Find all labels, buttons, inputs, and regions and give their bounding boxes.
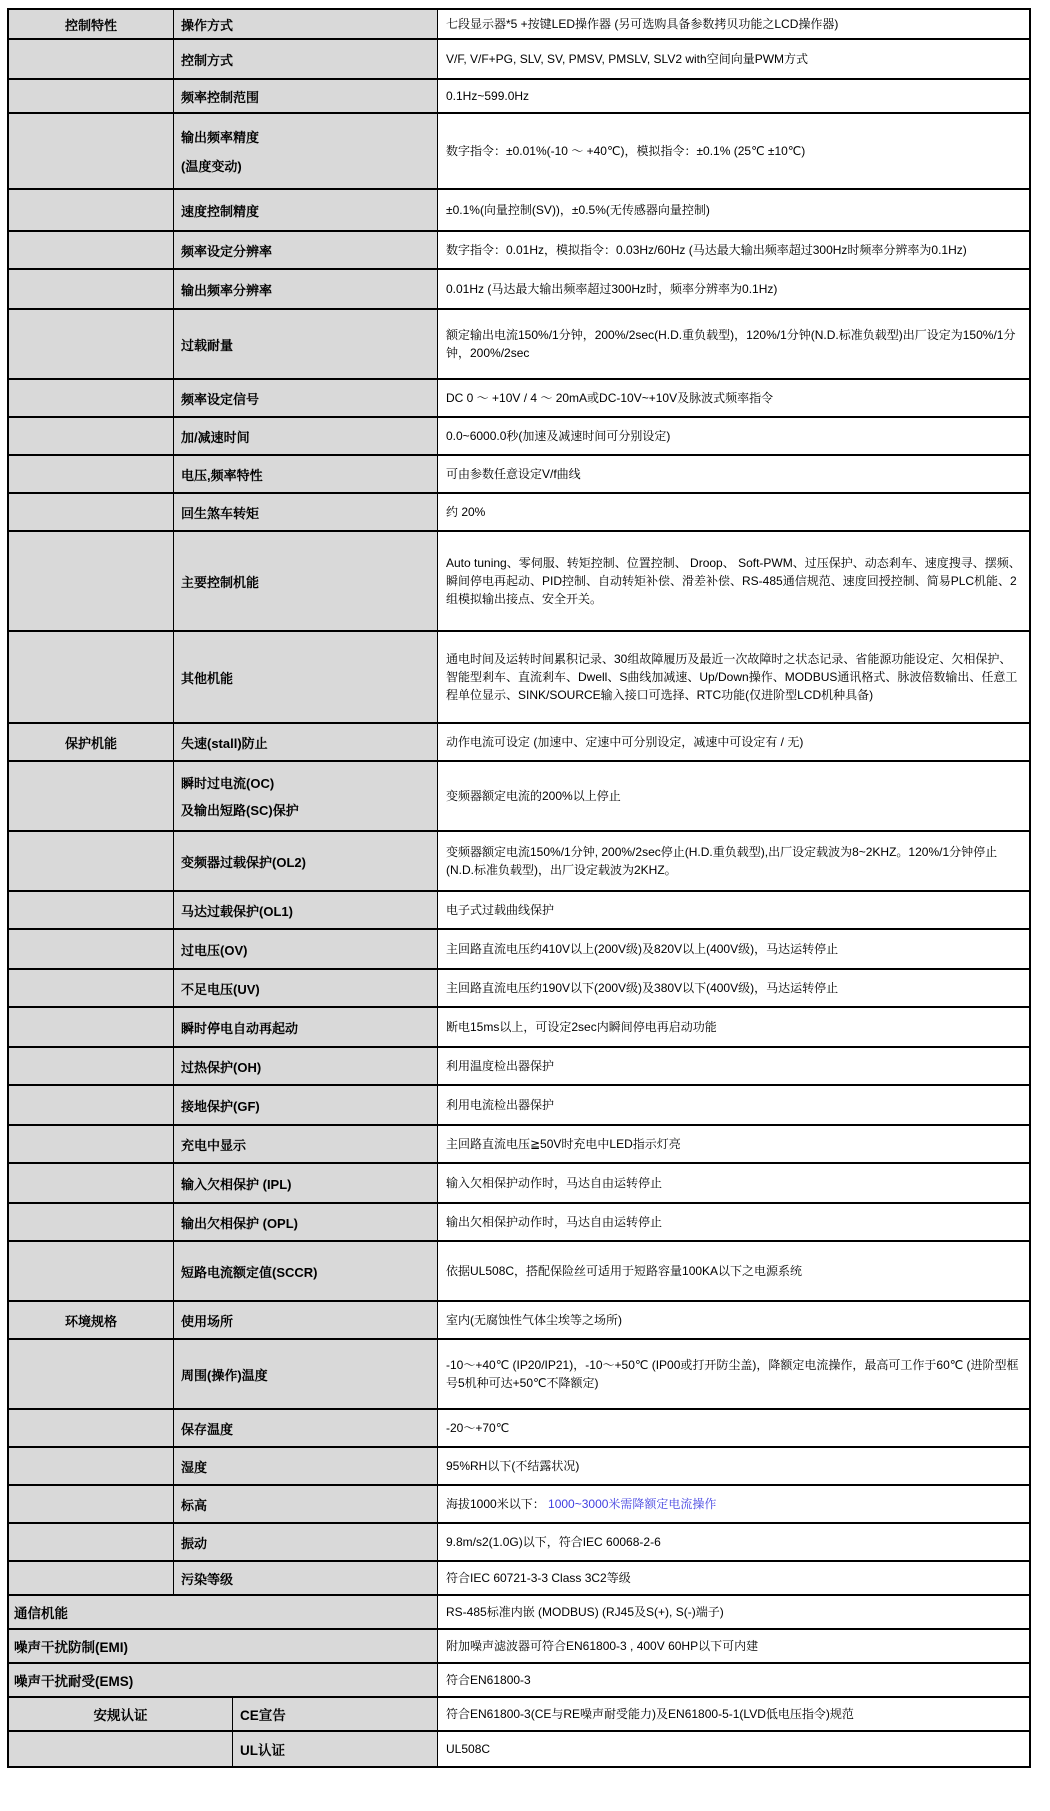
spec-value	[438, 190, 1029, 230]
spec-value	[438, 930, 1029, 968]
table-row	[9, 532, 1029, 632]
item-label-line: 马达过载保护(OL1)	[181, 903, 293, 919]
table-row	[9, 1242, 1029, 1302]
spec-value	[438, 232, 1029, 268]
table-row	[9, 40, 1029, 80]
table-row	[9, 1448, 1029, 1486]
spec-value	[438, 114, 1029, 188]
item-label	[174, 1086, 438, 1124]
spec-value-text: 室内(无腐蚀性气体尘埃等之场所)	[446, 1313, 622, 1327]
table-row	[9, 1126, 1029, 1164]
spec-value-text: 七段显示器*5 +按键LED操作器 (另可选购具备参数拷贝功能之LCD操作器)	[446, 17, 839, 31]
table-row	[9, 1204, 1029, 1242]
spec-value-text: 主回路直流电压约410V以上(200V级)及820V以上(400V级)，马达运转停止	[446, 942, 839, 956]
item-label-line: 速度控制精度	[181, 203, 260, 219]
spec-value	[438, 1562, 1029, 1594]
item-label-line: 频率控制范围	[181, 89, 260, 105]
category-cell	[9, 632, 174, 722]
item-label	[174, 762, 438, 830]
item-label	[174, 10, 438, 38]
table-row	[9, 930, 1029, 970]
table-row	[9, 1698, 1029, 1732]
item-label-line: 使用场所	[181, 1313, 234, 1329]
spec-value	[438, 270, 1029, 308]
category-cell	[9, 114, 174, 188]
item-label-line: 接地保护(GF)	[181, 1098, 260, 1114]
category-cell	[9, 418, 174, 454]
spec-value-text: 95%RH以下(不结露状况)	[446, 1459, 580, 1473]
table-row	[9, 1486, 1029, 1524]
category-cell	[9, 892, 174, 928]
item-label-line: 其他机能	[181, 670, 234, 686]
spec-value-text: 动作电流可设定 (加速中、定速中可分别设定，减速中可设定有 / 无)	[446, 735, 804, 749]
table-row	[9, 970, 1029, 1008]
item-label-line: 输出欠相保护 (OPL)	[181, 1215, 298, 1231]
spec-value-text: 依据UL508C，搭配保险丝可适用于短路容量100KA以下之电源系统	[446, 1264, 803, 1278]
table-row	[9, 80, 1029, 114]
spec-value-text: RS-485标准内嵌 (MODBUS) (RJ45及S(+), S(-)端子)	[446, 1605, 724, 1619]
spec-value	[438, 762, 1029, 830]
spec-value-text: 符合EN61800-3(CE与RE噪声耐受能力)及EN61800-5-1(LVD低电压指令)规范	[446, 1707, 854, 1721]
item-label-line: 输出频率精度	[181, 130, 260, 145]
spec-value-text: 数字指令：0.01Hz，模拟指令：0.03Hz/60Hz (马达最大输出频率超过300Hz时频率分辨率为0.1Hz)	[446, 243, 967, 257]
spec-table	[7, 8, 1031, 1768]
item-label-line: 变频器过载保护(OL2)	[181, 854, 306, 870]
item-label-line: 操作方式	[181, 17, 234, 33]
table-row	[9, 1664, 1029, 1698]
item-label	[174, 1486, 438, 1522]
spec-value-text: 附加噪声滤波器可符合EN61800-3 , 400V 60HP以下可内建	[446, 1639, 759, 1653]
table-row	[9, 892, 1029, 930]
item-label-line: 回生煞车转矩	[181, 505, 260, 521]
spec-value	[438, 1596, 1029, 1628]
spec-value-text: Auto tuning、零伺服、转矩控制、位置控制、 Droop、 Soft-PWM、过压保护、动态剎车、速度搜寻、摆频、瞬间停电再起动、PID控制、自动转矩补偿、滑差补偿、RS-485通信规范、速度回授控制、简易PLC机能、2组模拟输出接点、安全开关。	[446, 556, 1021, 606]
item-label-line: 短路电流额定值(SCCR)	[181, 1264, 318, 1280]
item-label	[174, 1008, 438, 1046]
table-row	[9, 310, 1029, 380]
spec-value-text: 主回路直流电压≧50V时充电中LED指示灯亮	[446, 1137, 681, 1151]
category-cell	[9, 80, 174, 112]
category-cell	[9, 1410, 174, 1446]
spec-value-text: 输入欠相保护动作时，马达自由运转停止	[446, 1176, 663, 1190]
table-row	[9, 270, 1029, 310]
category-cell	[9, 1008, 174, 1046]
spec-value-text: 数字指令：±0.01%(-10 ～ +40℃)，模拟指令：±0.1% (25℃ ±10℃)	[446, 144, 806, 158]
category-cell: 控制特性	[9, 10, 174, 38]
section-label: 噪声干扰耐受(EMS)	[9, 1664, 438, 1696]
spec-value-text: 0.1Hz~599.0Hz	[446, 89, 530, 103]
item-label	[174, 1164, 438, 1202]
spec-value	[438, 1242, 1029, 1300]
category-cell	[9, 1486, 174, 1522]
item-label-line: 瞬时过电流(OC)	[181, 776, 275, 791]
item-label	[174, 1410, 438, 1446]
spec-value	[438, 1164, 1029, 1202]
table-row	[9, 1302, 1029, 1340]
category-cell	[9, 1204, 174, 1240]
spec-value	[438, 1524, 1029, 1560]
category-cell: 环境规格	[9, 1302, 174, 1338]
spec-value-text: 额定输出电流150%/1分钟，200%/2sec(H.D.重负载型)，120%/1分钟(N.D.标准负载型)出厂设定为150%/1分钟，200%/2sec	[446, 328, 1016, 360]
spec-value-text: -20～+70℃	[446, 1421, 510, 1435]
category-cell	[9, 1340, 174, 1408]
spec-value-text: DC 0 ～ +10V / 4 ～ 20mA或DC-10V~+10V及脉波式频率指令	[446, 391, 774, 405]
spec-value-text: 利用温度检出器保护	[446, 1059, 555, 1073]
spec-value-text: 断电15ms以上，可设定2sec内瞬间停电再启动功能	[446, 1020, 717, 1034]
spec-value	[438, 10, 1029, 38]
spec-value	[438, 1086, 1029, 1124]
category-cell	[9, 930, 174, 968]
item-label-line: 充电中显示	[181, 1137, 247, 1153]
table-row	[9, 114, 1029, 190]
item-label	[174, 310, 438, 378]
item-label	[233, 1698, 438, 1730]
category-cell	[9, 1164, 174, 1202]
item-label-line: 保存温度	[181, 1421, 234, 1437]
item-label	[174, 418, 438, 454]
spec-value	[438, 494, 1029, 530]
table-row	[9, 724, 1029, 762]
spec-value	[438, 1410, 1029, 1446]
table-row	[9, 832, 1029, 892]
category-cell	[9, 310, 174, 378]
category-cell	[9, 190, 174, 230]
spec-value	[438, 1698, 1029, 1730]
category-cell	[9, 1732, 233, 1766]
item-label-line: 过电压(OV)	[181, 942, 248, 958]
item-label	[174, 724, 438, 760]
spec-value	[438, 456, 1029, 492]
item-label	[174, 1524, 438, 1560]
item-label-line: 输出频率分辨率	[181, 282, 273, 298]
item-label	[174, 1302, 438, 1338]
spec-value-text: 输出欠相保护动作时，马达自由运转停止	[446, 1215, 663, 1229]
spec-value-text: 利用电流检出器保护	[446, 1098, 555, 1112]
spec-value	[438, 1302, 1029, 1338]
item-label	[174, 1340, 438, 1408]
spec-value-text: 符合IEC 60721-3-3 Class 3C2等级	[446, 1571, 631, 1585]
item-label	[174, 930, 438, 968]
category-cell	[9, 970, 174, 1006]
item-label	[174, 232, 438, 268]
item-label-line: UL认证	[240, 1743, 285, 1758]
item-label	[174, 40, 438, 78]
spec-value-text: 变频器额定电流的200%以上停止	[446, 789, 621, 803]
section-label: 通信机能	[9, 1596, 438, 1628]
category-cell	[9, 494, 174, 530]
spec-value	[438, 1008, 1029, 1046]
table-row	[9, 494, 1029, 532]
item-label	[174, 1242, 438, 1300]
category-cell	[9, 1242, 174, 1300]
spec-value-text: 变频器额定电流150%/1分钟, 200%/2sec停止(H.D.重负载型),出厂设定载波为8~2KHZ。120%/1分钟停止(N.D.标准负载型)，出厂设定载波为2KHZ。	[446, 845, 998, 877]
spec-value	[438, 832, 1029, 890]
table-row	[9, 1410, 1029, 1448]
spec-value	[438, 380, 1029, 416]
spec-value	[438, 1340, 1029, 1408]
category-cell	[9, 380, 174, 416]
item-label	[233, 1732, 438, 1766]
table-row	[9, 1340, 1029, 1410]
spec-value	[438, 40, 1029, 78]
item-label	[174, 1562, 438, 1594]
item-label-line: 不足电压(UV)	[181, 981, 260, 997]
category-cell	[9, 232, 174, 268]
spec-value-text: 海拔1000米以下： 1000~3000米需降额定电流操作	[446, 1497, 717, 1511]
item-label	[174, 494, 438, 530]
spec-value-text: UL508C	[446, 1742, 491, 1756]
item-label-line: 主要控制机能	[181, 574, 260, 590]
spec-value-text: ±0.1%(向量控制(SV))，±0.5%(无传感器向量控制)	[446, 203, 710, 217]
item-label	[174, 970, 438, 1006]
item-label-line: 振动	[181, 1535, 208, 1551]
spec-value	[438, 80, 1029, 112]
spec-value	[438, 970, 1029, 1006]
table-row	[9, 1524, 1029, 1562]
category-cell	[9, 1126, 174, 1162]
spec-value	[438, 1664, 1029, 1696]
spec-value-text: 主回路直流电压约190V以下(200V级)及380V以下(400V级)，马达运转停止	[446, 981, 839, 995]
item-label	[174, 114, 438, 188]
item-label-line: 湿度	[181, 1459, 208, 1475]
item-label	[174, 380, 438, 416]
table-row	[9, 632, 1029, 724]
spec-value-text: -10～+40℃ (IP20/IP21)，-10～+50℃ (IP00或打开防尘盖)，降额定电流操作，最高可工作于60℃ (进阶型框号5机种可达+50℃不降额定)	[446, 1358, 1019, 1390]
item-label-line: 污染等级	[181, 1571, 234, 1587]
altitude-derating-link[interactable]: 1000~3000米需降额定电流操作	[548, 1497, 717, 1511]
item-label-line: 加/减速时间	[181, 429, 250, 445]
item-label-line: 标高	[181, 1497, 208, 1513]
category-cell	[9, 456, 174, 492]
item-label-line: 过热保护(OH)	[181, 1059, 262, 1075]
item-label	[174, 832, 438, 890]
category-cell	[9, 270, 174, 308]
spec-value	[438, 1486, 1029, 1522]
table-row	[9, 190, 1029, 232]
item-label	[174, 1126, 438, 1162]
spec-value-text: 电子式过载曲线保护	[446, 903, 555, 917]
table-row	[9, 380, 1029, 418]
item-label	[174, 1204, 438, 1240]
item-label	[174, 632, 438, 722]
spec-value-text: 通电时间及运转时间累积记录、30组故障履历及最近一次故障时之状态记录、省能源功能设定、欠相保护、智能型剎车、直流剎车、Dwell、S曲线加减速、Up/Down操作、MODBUS通讯格式、脉波倍数输出、任意工程单位显示、SINK/SOURCE输入接口可选择、RTC功能(仅进阶型LCD机种具备)	[446, 652, 1018, 702]
table-row	[9, 762, 1029, 832]
spec-value	[438, 1630, 1029, 1662]
category-cell: 安规认证	[9, 1698, 233, 1730]
category-cell	[9, 532, 174, 630]
item-label-line: 瞬时停电自动再起动	[181, 1020, 299, 1036]
spec-value	[438, 532, 1029, 630]
table-row	[9, 456, 1029, 494]
table-row	[9, 1008, 1029, 1048]
spec-value-text: 0.0~6000.0秒(加速及减速时间可分别设定)	[446, 429, 671, 443]
spec-value	[438, 1048, 1029, 1084]
spec-value	[438, 1732, 1029, 1766]
spec-value-text: 符合EN61800-3	[446, 1673, 531, 1687]
item-label-line: 频率设定信号	[181, 391, 260, 407]
item-label-line: 周围(操作)温度	[181, 1367, 268, 1383]
item-label	[174, 270, 438, 308]
item-label-line: CE宣告	[240, 1708, 286, 1723]
spec-value	[438, 418, 1029, 454]
spec-value-text: 9.8m/s2(1.0G)以下，符合IEC 60068-2-6	[446, 1535, 661, 1549]
category-cell	[9, 832, 174, 890]
category-cell	[9, 1562, 174, 1594]
item-label	[174, 456, 438, 492]
table-row	[9, 1048, 1029, 1086]
spec-value	[438, 724, 1029, 760]
item-label	[174, 1448, 438, 1484]
item-label	[174, 190, 438, 230]
category-cell	[9, 1524, 174, 1560]
table-row	[9, 1596, 1029, 1630]
item-label-line: (温度变动)	[181, 159, 242, 174]
category-cell	[9, 40, 174, 78]
spec-value-text: V/F, V/F+PG, SLV, SV, PMSV, PMSLV, SLV2 with空间向量PWM方式	[446, 52, 809, 66]
table-row	[9, 1562, 1029, 1596]
spec-value	[438, 1126, 1029, 1162]
table-row	[9, 232, 1029, 270]
table-row	[9, 418, 1029, 456]
table-row	[9, 1630, 1029, 1664]
item-label	[174, 1048, 438, 1084]
category-cell: 保护机能	[9, 724, 174, 760]
item-label-line: 及输出短路(SC)保护	[181, 803, 299, 818]
category-cell	[9, 1048, 174, 1084]
category-cell	[9, 762, 174, 830]
item-label	[174, 892, 438, 928]
spec-value	[438, 1204, 1029, 1240]
category-cell	[9, 1448, 174, 1484]
spec-value	[438, 1448, 1029, 1484]
table-row	[9, 10, 1029, 40]
spec-value	[438, 310, 1029, 378]
item-label-line: 过载耐量	[181, 337, 234, 353]
item-label-line: 输入欠相保护 (IPL)	[181, 1176, 292, 1192]
item-label-line: 电压,频率特性	[181, 467, 263, 483]
spec-value-text: 约 20%	[446, 505, 486, 519]
section-label: 噪声干扰防制(EMI)	[9, 1630, 438, 1662]
spec-value	[438, 892, 1029, 928]
spec-value-text: 可由参数任意设定V/f曲线	[446, 467, 581, 481]
spec-value	[438, 632, 1029, 722]
item-label	[174, 532, 438, 630]
table-row	[9, 1164, 1029, 1204]
table-row	[9, 1732, 1029, 1766]
item-label-line: 频率设定分辨率	[181, 243, 273, 259]
item-label-line: 失速(stall)防止	[181, 735, 268, 751]
category-cell	[9, 1086, 174, 1124]
item-label-line: 控制方式	[181, 52, 234, 68]
item-label	[174, 80, 438, 112]
spec-value-text: 0.01Hz (马达最大输出频率超过300Hz时，频率分辨率为0.1Hz)	[446, 282, 778, 296]
table-row	[9, 1086, 1029, 1126]
